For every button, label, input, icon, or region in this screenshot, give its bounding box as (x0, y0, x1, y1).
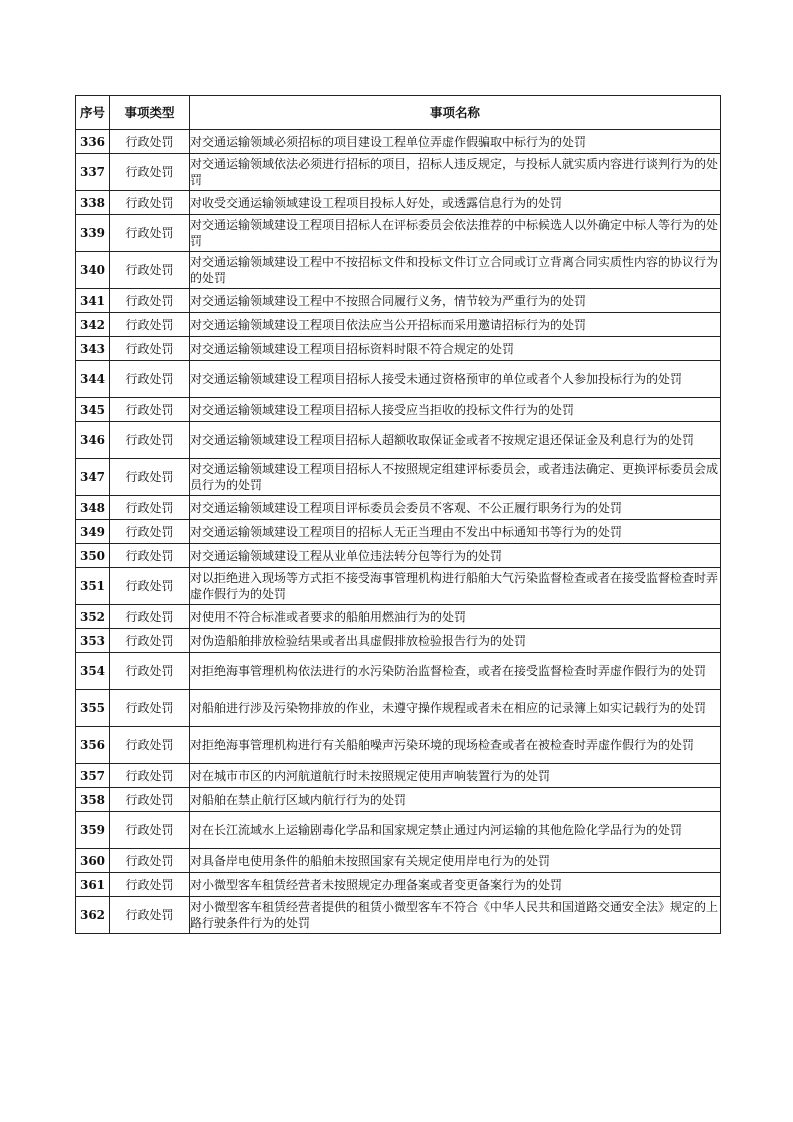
row-no: 343 (76, 337, 110, 361)
row-no: 361 (76, 873, 110, 897)
row-type: 行政处罚 (110, 544, 190, 568)
row-name: 对交通运输领域建设工程项目依法应当公开招标而采用邀请招标行为的处罚 (190, 313, 721, 337)
row-name: 对交通运输领域必须招标的项目建设工程单位弄虚作假骗取中标行为的处罚 (190, 130, 721, 154)
row-name: 对交通运输领域建设工程中不按照合同履行义务，情节较为严重行为的处罚 (190, 289, 721, 313)
table-header-row (76, 96, 721, 130)
row-name: 对交通运输领域建设工程项目招标人接受未通过资格预审的单位或者个人参加投标行为的处罚 (190, 361, 721, 398)
row-type: 行政处罚 (110, 812, 190, 849)
row-name: 对使用不符合标准或者要求的船舶用燃油行为的处罚 (190, 605, 721, 629)
row-name: 对交通运输领域建设工程项目评标委员会委员不客观、不公正履行职务行为的处罚 (190, 496, 721, 520)
row-no: 338 (76, 191, 110, 215)
items-table (75, 95, 721, 934)
row-name: 对交通运输领域建设工程项目招标人接受应当拒收的投标文件行为的处罚 (190, 398, 721, 422)
table-row (76, 605, 721, 629)
row-type: 行政处罚 (110, 422, 190, 459)
table-row (76, 629, 721, 653)
row-name: 对收受交通运输领域建设工程项目投标人好处，或透露信息行为的处罚 (190, 191, 721, 215)
table-row (76, 653, 721, 690)
row-no: 360 (76, 849, 110, 873)
table-row (76, 897, 721, 934)
row-type: 行政处罚 (110, 690, 190, 727)
table-row (76, 568, 721, 605)
row-type: 行政处罚 (110, 629, 190, 653)
row-no: 350 (76, 544, 110, 568)
row-name: 对交通运输领域建设工程项目招标人不按照规定组建评标委员会，或者违法确定、更换评标委员会成员行为的处罚 (190, 459, 721, 496)
row-type: 行政处罚 (110, 873, 190, 897)
row-no: 340 (76, 252, 110, 289)
row-type: 行政处罚 (110, 154, 190, 191)
row-no: 359 (76, 812, 110, 849)
table-row (76, 422, 721, 459)
row-name: 对在长江流域水上运输剧毒化学品和国家规定禁止通过内河运输的其他危险化学品行为的处罚 (190, 812, 721, 849)
row-type: 行政处罚 (110, 897, 190, 934)
row-type: 行政处罚 (110, 459, 190, 496)
row-name: 对交通运输领域建设工程项目的招标人无正当理由不发出中标通知书等行为的处罚 (190, 520, 721, 544)
row-no: 354 (76, 653, 110, 690)
row-name: 对小微型客车租赁经营者未按照规定办理备案或者变更备案行为的处罚 (190, 873, 721, 897)
row-name: 对小微型客车租赁经营者提供的租赁小微型客车不符合《中华人民共和国道路交通安全法》规定的上路行驶条件行为的处罚 (190, 897, 721, 934)
row-name: 对交通运输领域建设工程从业单位违法转分包等行为的处罚 (190, 544, 721, 568)
table-row (76, 191, 721, 215)
table-row (76, 398, 721, 422)
row-name: 对具备岸电使用条件的船舶未按照国家有关规定使用岸电行为的处罚 (190, 849, 721, 873)
row-no: 351 (76, 568, 110, 605)
row-type: 行政处罚 (110, 788, 190, 812)
table-row (76, 544, 721, 568)
table-row (76, 727, 721, 764)
row-type: 行政处罚 (110, 313, 190, 337)
table-row (76, 849, 721, 873)
row-no: 357 (76, 764, 110, 788)
row-name: 对交通运输领域建设工程项目招标资料时限不符合规定的处罚 (190, 337, 721, 361)
row-type: 行政处罚 (110, 191, 190, 215)
row-name: 对拒绝海事管理机构依法进行的水污染防治监督检查，或者在接受监督检查时弄虚作假行为的处罚 (190, 653, 721, 690)
row-no: 336 (76, 130, 110, 154)
row-no: 355 (76, 690, 110, 727)
table-row (76, 496, 721, 520)
row-type: 行政处罚 (110, 568, 190, 605)
row-no: 348 (76, 496, 110, 520)
row-name: 对交通运输领域建设工程项目招标人在评标委员会依法推荐的中标候选人以外确定中标人等行为的处罚 (190, 215, 721, 252)
row-name: 对以拒绝进入现场等方式拒不接受海事管理机构进行船舶大气污染监督检查或者在接受监督检查时弄虚作假行为的处罚 (190, 568, 721, 605)
table-row (76, 788, 721, 812)
row-type: 行政处罚 (110, 849, 190, 873)
table-row (76, 252, 721, 289)
table-row (76, 873, 721, 897)
table-row (76, 459, 721, 496)
row-type: 行政处罚 (110, 727, 190, 764)
table-row (76, 520, 721, 544)
row-name: 对交通运输领域建设工程中不按招标文件和投标文件订立合同或订立背离合同实质性内容的协议行为的处罚 (190, 252, 721, 289)
table-row (76, 337, 721, 361)
table-row (76, 130, 721, 154)
row-no: 353 (76, 629, 110, 653)
table-row (76, 812, 721, 849)
row-type: 行政处罚 (110, 215, 190, 252)
row-name: 对在城市市区的内河航道航行时未按照规定使用声响装置行为的处罚 (190, 764, 721, 788)
row-type: 行政处罚 (110, 398, 190, 422)
table-row (76, 690, 721, 727)
row-name: 对拒绝海事管理机构进行有关船舶噪声污染环境的现场检查或者在被检查时弄虚作假行为的处罚 (190, 727, 721, 764)
row-no: 352 (76, 605, 110, 629)
row-name: 对船舶进行涉及污染物排放的作业，未遵守操作规程或者未在相应的记录簿上如实记载行为的处罚 (190, 690, 721, 727)
table-row (76, 361, 721, 398)
table-row (76, 215, 721, 252)
row-type: 行政处罚 (110, 605, 190, 629)
row-name: 对交通运输领域建设工程项目招标人超额收取保证金或者不按规定退还保证金及利息行为的处罚 (190, 422, 721, 459)
row-name: 对船舶在禁止航行区域内航行行为的处罚 (190, 788, 721, 812)
row-no: 345 (76, 398, 110, 422)
table-row (76, 289, 721, 313)
row-no: 358 (76, 788, 110, 812)
row-type: 行政处罚 (110, 252, 190, 289)
table-row (76, 154, 721, 191)
row-no: 341 (76, 289, 110, 313)
row-type: 行政处罚 (110, 289, 190, 313)
header-no: 序号 (76, 96, 110, 130)
row-no: 346 (76, 422, 110, 459)
row-type: 行政处罚 (110, 764, 190, 788)
table-row (76, 764, 721, 788)
row-name: 对交通运输领域依法必须进行招标的项目，招标人违反规定，与投标人就实质内容进行谈判行为的处罚 (190, 154, 721, 191)
row-no: 342 (76, 313, 110, 337)
row-type: 行政处罚 (110, 520, 190, 544)
header-type: 事项类型 (110, 96, 190, 130)
row-no: 347 (76, 459, 110, 496)
row-type: 行政处罚 (110, 361, 190, 398)
row-name: 对伪造船舶排放检验结果或者出具虚假排放检验报告行为的处罚 (190, 629, 721, 653)
table-row (76, 313, 721, 337)
row-no: 337 (76, 154, 110, 191)
row-no: 339 (76, 215, 110, 252)
row-type: 行政处罚 (110, 496, 190, 520)
header-name: 事项名称 (190, 96, 721, 130)
row-no: 356 (76, 727, 110, 764)
row-no: 349 (76, 520, 110, 544)
row-no: 344 (76, 361, 110, 398)
row-no: 362 (76, 897, 110, 934)
row-type: 行政处罚 (110, 337, 190, 361)
row-type: 行政处罚 (110, 130, 190, 154)
row-type: 行政处罚 (110, 653, 190, 690)
